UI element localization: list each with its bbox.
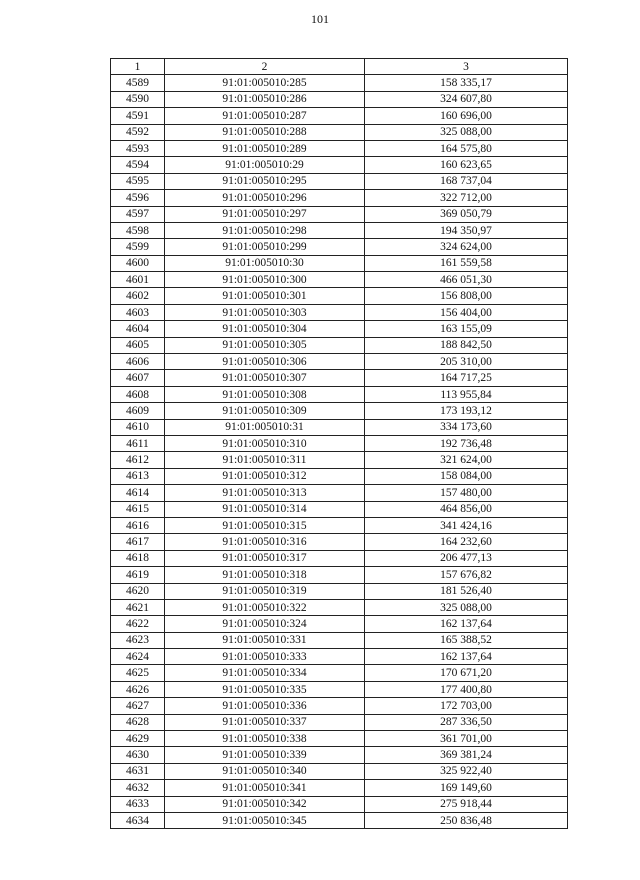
- table-row: [111, 796, 568, 812]
- table-row: [111, 206, 568, 222]
- table-row: [111, 517, 568, 533]
- cadastral-number-cell: 91:01:005010:333: [165, 649, 365, 665]
- value-cell: 177 400,80: [365, 681, 568, 697]
- row-number-cell: 4609: [111, 403, 165, 419]
- value-cell: 164 717,25: [365, 370, 568, 386]
- table-row: [111, 731, 568, 747]
- value-cell: 157 480,00: [365, 485, 568, 501]
- value-cell: 341 424,16: [365, 517, 568, 533]
- table-row: [111, 468, 568, 484]
- value-cell: 160 623,65: [365, 157, 568, 173]
- table-row: [111, 567, 568, 583]
- cadastral-number-cell: 91:01:005010:310: [165, 435, 365, 451]
- row-number-cell: 4601: [111, 272, 165, 288]
- row-number-cell: 4625: [111, 665, 165, 681]
- table-row: [111, 681, 568, 697]
- row-number-cell: 4602: [111, 288, 165, 304]
- cadastral-number-cell: 91:01:005010:335: [165, 681, 365, 697]
- cadastral-number-cell: 91:01:005010:319: [165, 583, 365, 599]
- table-row: [111, 649, 568, 665]
- row-number-cell: 4617: [111, 534, 165, 550]
- cadastral-number-cell: 91:01:005010:287: [165, 108, 365, 124]
- value-cell: 464 856,00: [365, 501, 568, 517]
- row-number-cell: 4611: [111, 435, 165, 451]
- cadastral-number-cell: 91:01:005010:296: [165, 190, 365, 206]
- table-row: [111, 616, 568, 632]
- table-row: [111, 157, 568, 173]
- table-row: [111, 337, 568, 353]
- cadastral-number-cell: 91:01:005010:286: [165, 91, 365, 107]
- value-cell: 321 624,00: [365, 452, 568, 468]
- table-row: [111, 239, 568, 255]
- cadastral-number-cell: 91:01:005010:338: [165, 731, 365, 747]
- table-row: [111, 272, 568, 288]
- table-row: [111, 321, 568, 337]
- value-cell: 156 404,00: [365, 304, 568, 320]
- cadastral-number-cell: 91:01:005010:340: [165, 763, 365, 779]
- table-row: [111, 583, 568, 599]
- table-row: [111, 255, 568, 271]
- value-cell: 334 173,60: [365, 419, 568, 435]
- value-cell: 325 922,40: [365, 763, 568, 779]
- row-number-cell: 4628: [111, 714, 165, 730]
- table-row: [111, 370, 568, 386]
- cadastral-number-cell: 91:01:005010:316: [165, 534, 365, 550]
- row-number-cell: 4603: [111, 304, 165, 320]
- cadastral-number-cell: 91:01:005010:341: [165, 780, 365, 796]
- row-number-cell: 4633: [111, 796, 165, 812]
- row-number-cell: 4589: [111, 75, 165, 91]
- cadastral-number-cell: 91:01:005010:318: [165, 567, 365, 583]
- cadastral-number-cell: 91:01:005010:298: [165, 222, 365, 238]
- cadastral-number-cell: 91:01:005010:309: [165, 403, 365, 419]
- table-row: [111, 698, 568, 714]
- row-number-cell: 4605: [111, 337, 165, 353]
- table-row: [111, 173, 568, 189]
- cadastral-number-cell: 91:01:005010:300: [165, 272, 365, 288]
- cadastral-number-cell: 91:01:005010:29: [165, 157, 365, 173]
- table-row: [111, 403, 568, 419]
- cadastral-number-cell: 91:01:005010:297: [165, 206, 365, 222]
- row-number-cell: 4614: [111, 485, 165, 501]
- value-cell: 168 737,04: [365, 173, 568, 189]
- value-cell: 192 736,48: [365, 435, 568, 451]
- row-number-cell: 4590: [111, 91, 165, 107]
- row-number-cell: 4610: [111, 419, 165, 435]
- table-row: [111, 550, 568, 566]
- table-row: [111, 780, 568, 796]
- table-row: [111, 124, 568, 140]
- row-number-cell: 4630: [111, 747, 165, 763]
- cadastral-number-cell: 91:01:005010:317: [165, 550, 365, 566]
- table-row: [111, 435, 568, 451]
- row-number-cell: 4596: [111, 190, 165, 206]
- value-cell: 165 388,52: [365, 632, 568, 648]
- row-number-cell: 4595: [111, 173, 165, 189]
- table-row: [111, 108, 568, 124]
- row-number-cell: 4620: [111, 583, 165, 599]
- cadastral-number-cell: 91:01:005010:306: [165, 354, 365, 370]
- row-number-cell: 4632: [111, 780, 165, 796]
- row-number-cell: 4622: [111, 616, 165, 632]
- value-cell: 250 836,48: [365, 812, 568, 828]
- value-cell: 158 084,00: [365, 468, 568, 484]
- cadastral-number-cell: 91:01:005010:324: [165, 616, 365, 632]
- table-row: [111, 632, 568, 648]
- table-row: [111, 747, 568, 763]
- row-number-cell: 4604: [111, 321, 165, 337]
- value-cell: 361 701,00: [365, 731, 568, 747]
- cadastral-number-cell: 91:01:005010:334: [165, 665, 365, 681]
- value-cell: 206 477,13: [365, 550, 568, 566]
- table-row: [111, 485, 568, 501]
- cadastral-number-cell: 91:01:005010:337: [165, 714, 365, 730]
- row-number-cell: 4634: [111, 812, 165, 828]
- row-number-cell: 4624: [111, 649, 165, 665]
- page-number: 101: [311, 12, 329, 26]
- value-cell: 156 808,00: [365, 288, 568, 304]
- value-cell: 325 088,00: [365, 599, 568, 615]
- cadastral-number-cell: 91:01:005010:295: [165, 173, 365, 189]
- row-number-cell: 4619: [111, 567, 165, 583]
- value-cell: 164 575,80: [365, 140, 568, 156]
- value-cell: 369 381,24: [365, 747, 568, 763]
- value-cell: 275 918,44: [365, 796, 568, 812]
- row-number-cell: 4607: [111, 370, 165, 386]
- row-number-cell: 4626: [111, 681, 165, 697]
- row-number-cell: 4623: [111, 632, 165, 648]
- table-row: [111, 354, 568, 370]
- value-cell: 162 137,64: [365, 616, 568, 632]
- value-cell: 164 232,60: [365, 534, 568, 550]
- value-cell: 287 336,50: [365, 714, 568, 730]
- cadastral-number-cell: 91:01:005010:339: [165, 747, 365, 763]
- cadastral-number-cell: 91:01:005010:336: [165, 698, 365, 714]
- table-row: [111, 91, 568, 107]
- row-number-cell: 4606: [111, 354, 165, 370]
- value-cell: 194 350,97: [365, 222, 568, 238]
- cadastral-number-cell: 91:01:005010:322: [165, 599, 365, 615]
- row-number-cell: 4621: [111, 599, 165, 615]
- cadastral-number-cell: 91:01:005010:301: [165, 288, 365, 304]
- value-cell: 369 050,79: [365, 206, 568, 222]
- cadastral-number-cell: 91:01:005010:345: [165, 812, 365, 828]
- table-header-row: [111, 59, 568, 75]
- row-number-cell: 4629: [111, 731, 165, 747]
- cadastral-number-cell: 91:01:005010:305: [165, 337, 365, 353]
- cadastral-number-cell: 91:01:005010:314: [165, 501, 365, 517]
- table-row: [111, 714, 568, 730]
- value-cell: 466 051,30: [365, 272, 568, 288]
- value-cell: 324 624,00: [365, 239, 568, 255]
- table-row: [111, 501, 568, 517]
- cadastral-number-cell: 91:01:005010:303: [165, 304, 365, 320]
- value-cell: 169 149,60: [365, 780, 568, 796]
- row-number-cell: 4616: [111, 517, 165, 533]
- row-number-cell: 4608: [111, 386, 165, 402]
- row-number-cell: 4600: [111, 255, 165, 271]
- value-cell: 205 310,00: [365, 354, 568, 370]
- row-number-cell: 4613: [111, 468, 165, 484]
- row-number-cell: 4612: [111, 452, 165, 468]
- value-cell: 188 842,50: [365, 337, 568, 353]
- value-cell: 322 712,00: [365, 190, 568, 206]
- row-number-cell: 4592: [111, 124, 165, 140]
- row-number-cell: 4618: [111, 550, 165, 566]
- row-number-cell: 4594: [111, 157, 165, 173]
- cadastral-number-cell: 91:01:005010:307: [165, 370, 365, 386]
- row-number-cell: 4599: [111, 239, 165, 255]
- cadastral-number-cell: 91:01:005010:315: [165, 517, 365, 533]
- value-cell: 113 955,84: [365, 386, 568, 402]
- cadastral-number-cell: 91:01:005010:285: [165, 75, 365, 91]
- value-cell: 158 335,17: [365, 75, 568, 91]
- cadastral-number-cell: 91:01:005010:331: [165, 632, 365, 648]
- row-number-cell: 4597: [111, 206, 165, 222]
- value-cell: 157 676,82: [365, 567, 568, 583]
- cadastral-number-cell: 91:01:005010:342: [165, 796, 365, 812]
- row-number-cell: 4593: [111, 140, 165, 156]
- table-row: [111, 75, 568, 91]
- table-row: [111, 288, 568, 304]
- cadastral-number-cell: 91:01:005010:304: [165, 321, 365, 337]
- value-cell: 172 703,00: [365, 698, 568, 714]
- cadastral-number-cell: 91:01:005010:31: [165, 419, 365, 435]
- table-row: [111, 534, 568, 550]
- value-cell: 162 137,64: [365, 649, 568, 665]
- cadastral-number-cell: 91:01:005010:311: [165, 452, 365, 468]
- column-header: 1: [111, 59, 165, 75]
- column-header: 3: [365, 59, 568, 75]
- table-row: [111, 812, 568, 828]
- row-number-cell: 4615: [111, 501, 165, 517]
- cadastral-number-cell: 91:01:005010:30: [165, 255, 365, 271]
- table-row: [111, 222, 568, 238]
- value-cell: 173 193,12: [365, 403, 568, 419]
- table-row: [111, 665, 568, 681]
- value-cell: 163 155,09: [365, 321, 568, 337]
- data-table: [110, 58, 568, 829]
- table-row: [111, 304, 568, 320]
- row-number-cell: 4627: [111, 698, 165, 714]
- cadastral-number-cell: 91:01:005010:288: [165, 124, 365, 140]
- cadastral-number-cell: 91:01:005010:312: [165, 468, 365, 484]
- value-cell: 181 526,40: [365, 583, 568, 599]
- cadastral-number-cell: 91:01:005010:308: [165, 386, 365, 402]
- row-number-cell: 4598: [111, 222, 165, 238]
- table-row: [111, 763, 568, 779]
- table-row: [111, 452, 568, 468]
- cadastral-number-cell: 91:01:005010:313: [165, 485, 365, 501]
- row-number-cell: 4631: [111, 763, 165, 779]
- cadastral-number-cell: 91:01:005010:299: [165, 239, 365, 255]
- table-row: [111, 599, 568, 615]
- value-cell: 170 671,20: [365, 665, 568, 681]
- row-number-cell: 4591: [111, 108, 165, 124]
- value-cell: 161 559,58: [365, 255, 568, 271]
- table-row: [111, 190, 568, 206]
- value-cell: 160 696,00: [365, 108, 568, 124]
- cadastral-number-cell: 91:01:005010:289: [165, 140, 365, 156]
- table-row: [111, 419, 568, 435]
- table-row: [111, 386, 568, 402]
- value-cell: 324 607,80: [365, 91, 568, 107]
- column-header: 2: [165, 59, 365, 75]
- table-row: [111, 140, 568, 156]
- value-cell: 325 088,00: [365, 124, 568, 140]
